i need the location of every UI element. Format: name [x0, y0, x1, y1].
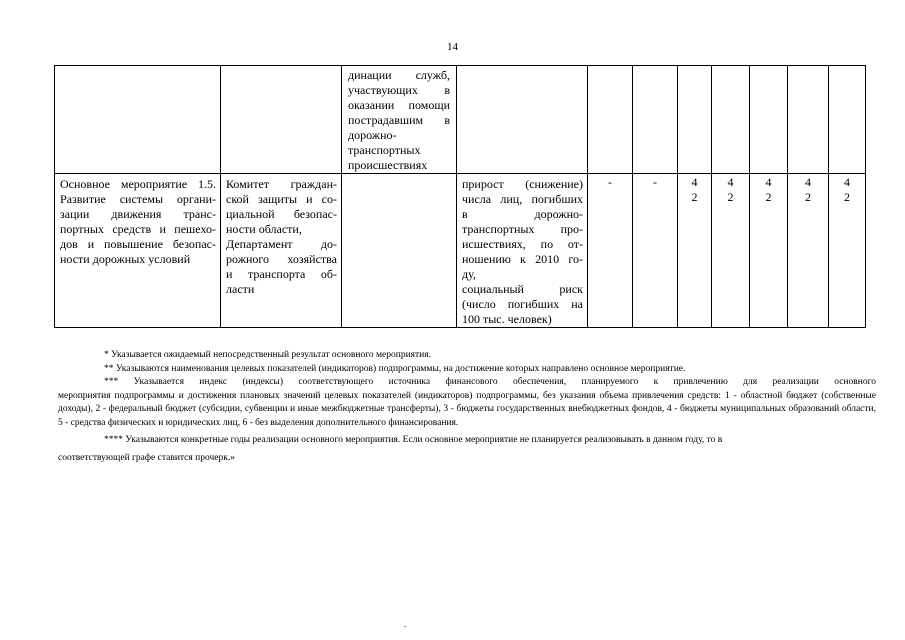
value-text: 4 2: [844, 175, 850, 204]
value-cell: [750, 174, 788, 328]
table-row-continuation: [55, 66, 866, 174]
indicator-line: числа лиц, погибших: [462, 192, 583, 206]
footnote-1: * Указывается ожидаемый непосредственный результат основного мероприятия.: [104, 350, 432, 360]
value-cell: [788, 174, 829, 328]
cell-mechanism-empty: [342, 174, 457, 328]
event-line: дов и повышение безопас-: [60, 237, 216, 251]
indicator-line: транспортных про-: [462, 222, 583, 236]
footnote-3-first-line: *** Указывается индекс (индексы) соответствующего источника финансового обеспечения, планируемого к привлечению для реализации основного: [104, 377, 876, 387]
cell-value-empty: [829, 66, 866, 174]
executor-line: ности области,: [226, 222, 302, 236]
event-line: ности дорожных условий: [60, 252, 191, 266]
value-cell: [678, 174, 712, 328]
cell-value-empty: [788, 66, 829, 174]
value-text: -: [608, 175, 612, 189]
event-line: портных средств и пешехо-: [60, 222, 216, 236]
executor-line: рожного хозяйства: [226, 252, 337, 266]
footnote-2: ** Указываются наименования целевых показателей (индикаторов) подпрограммы, на достижение которых направлено основное мероприятие.: [104, 363, 686, 374]
mechanism-line: происшествиях: [348, 158, 428, 172]
executor-line: ласти: [226, 282, 255, 296]
cell-event: [55, 174, 221, 328]
indicator-line: прирост (снижение): [462, 177, 583, 191]
value-text: -: [653, 175, 657, 189]
value-cell: [829, 174, 866, 328]
value-text: 4 2: [691, 175, 698, 204]
mechanism-line: дорожно-: [348, 128, 397, 142]
executor-line: ской защиты и со-: [226, 192, 337, 206]
cell-value-empty: [750, 66, 788, 174]
footnotes: [58, 349, 876, 465]
page-number: 14: [447, 41, 458, 53]
cell-value-empty: [588, 66, 633, 174]
event-line: Основное мероприятие 1.5.: [60, 177, 216, 191]
event-line: Развитие системы органи-: [60, 192, 216, 206]
indicator-line: ношению к 2010 го-: [462, 252, 583, 266]
value-cell: [633, 174, 678, 328]
mechanism-line: пострадавшим в: [348, 113, 450, 127]
cell-value-empty: [678, 66, 712, 174]
indicator-line: ду,: [462, 267, 476, 281]
event-line: зации движения транс-: [60, 207, 216, 221]
indicator-line: (число погибших на: [462, 297, 583, 311]
mechanism-line: транспортных: [348, 143, 421, 157]
footnote-4-continuation: соответствующей графе ставится прочерк.»: [58, 452, 235, 463]
executor-line: и транспорта об-: [226, 267, 337, 281]
executor-line: циальной безопас-: [226, 207, 337, 221]
value-text: 4 2: [727, 175, 734, 204]
cell-executor-empty: [221, 66, 342, 174]
value-cell: [712, 174, 750, 328]
mechanism-line: динации служб,: [348, 68, 450, 82]
executor-line: Комитет граждан-: [226, 177, 337, 191]
cell-event-empty: [55, 66, 221, 174]
mechanism-line: оказании помощи: [348, 98, 450, 112]
footnote-3-continuation: мероприятия подпрограммы и достижения плановых значений целевых показателей (индикаторов) подпрограммы, без указания объема привлечения средств: 1 - областной бюджет (собственные доходы), 2 - федеральный бюджет (субсидии, субвенции и иные межбюджетные трансферты), 3 - бюджеты государственных внебюджетных фондов, 4 - бюджеты муниципальных образований области, 5 - средства физических и юридических лиц, 6 - без выделения дополнительного финансирования.: [58, 390, 876, 428]
program-table: [54, 65, 866, 328]
footnote-4-first-line: **** Указываются конкретные годы реализации основного мероприятия. Если основное мероприятие не планируется реализовывать в данном году, то в: [104, 435, 723, 445]
mechanism-line: участвующих в: [348, 83, 450, 97]
cell-executor: [221, 174, 342, 328]
cell-value-empty: [712, 66, 750, 174]
cell-value-empty: [633, 66, 678, 174]
value-text: 4 2: [765, 175, 772, 204]
indicator-line: социальный риск: [462, 282, 583, 296]
value-text: 4 2: [805, 175, 811, 204]
cell-mechanism: [342, 66, 457, 174]
indicator-line: 100 тыс. человек): [462, 312, 552, 326]
executor-line: Департамент до-: [226, 237, 337, 251]
scan-speck: [404, 626, 406, 627]
indicator-line: исшествиях, по от-: [462, 237, 583, 251]
indicator-line: в дорожно-: [462, 207, 583, 221]
cell-indicator: [457, 174, 588, 328]
value-cell: [588, 174, 633, 328]
table-row-event-1-5: [55, 174, 866, 328]
cell-indicator-empty: [457, 66, 588, 174]
